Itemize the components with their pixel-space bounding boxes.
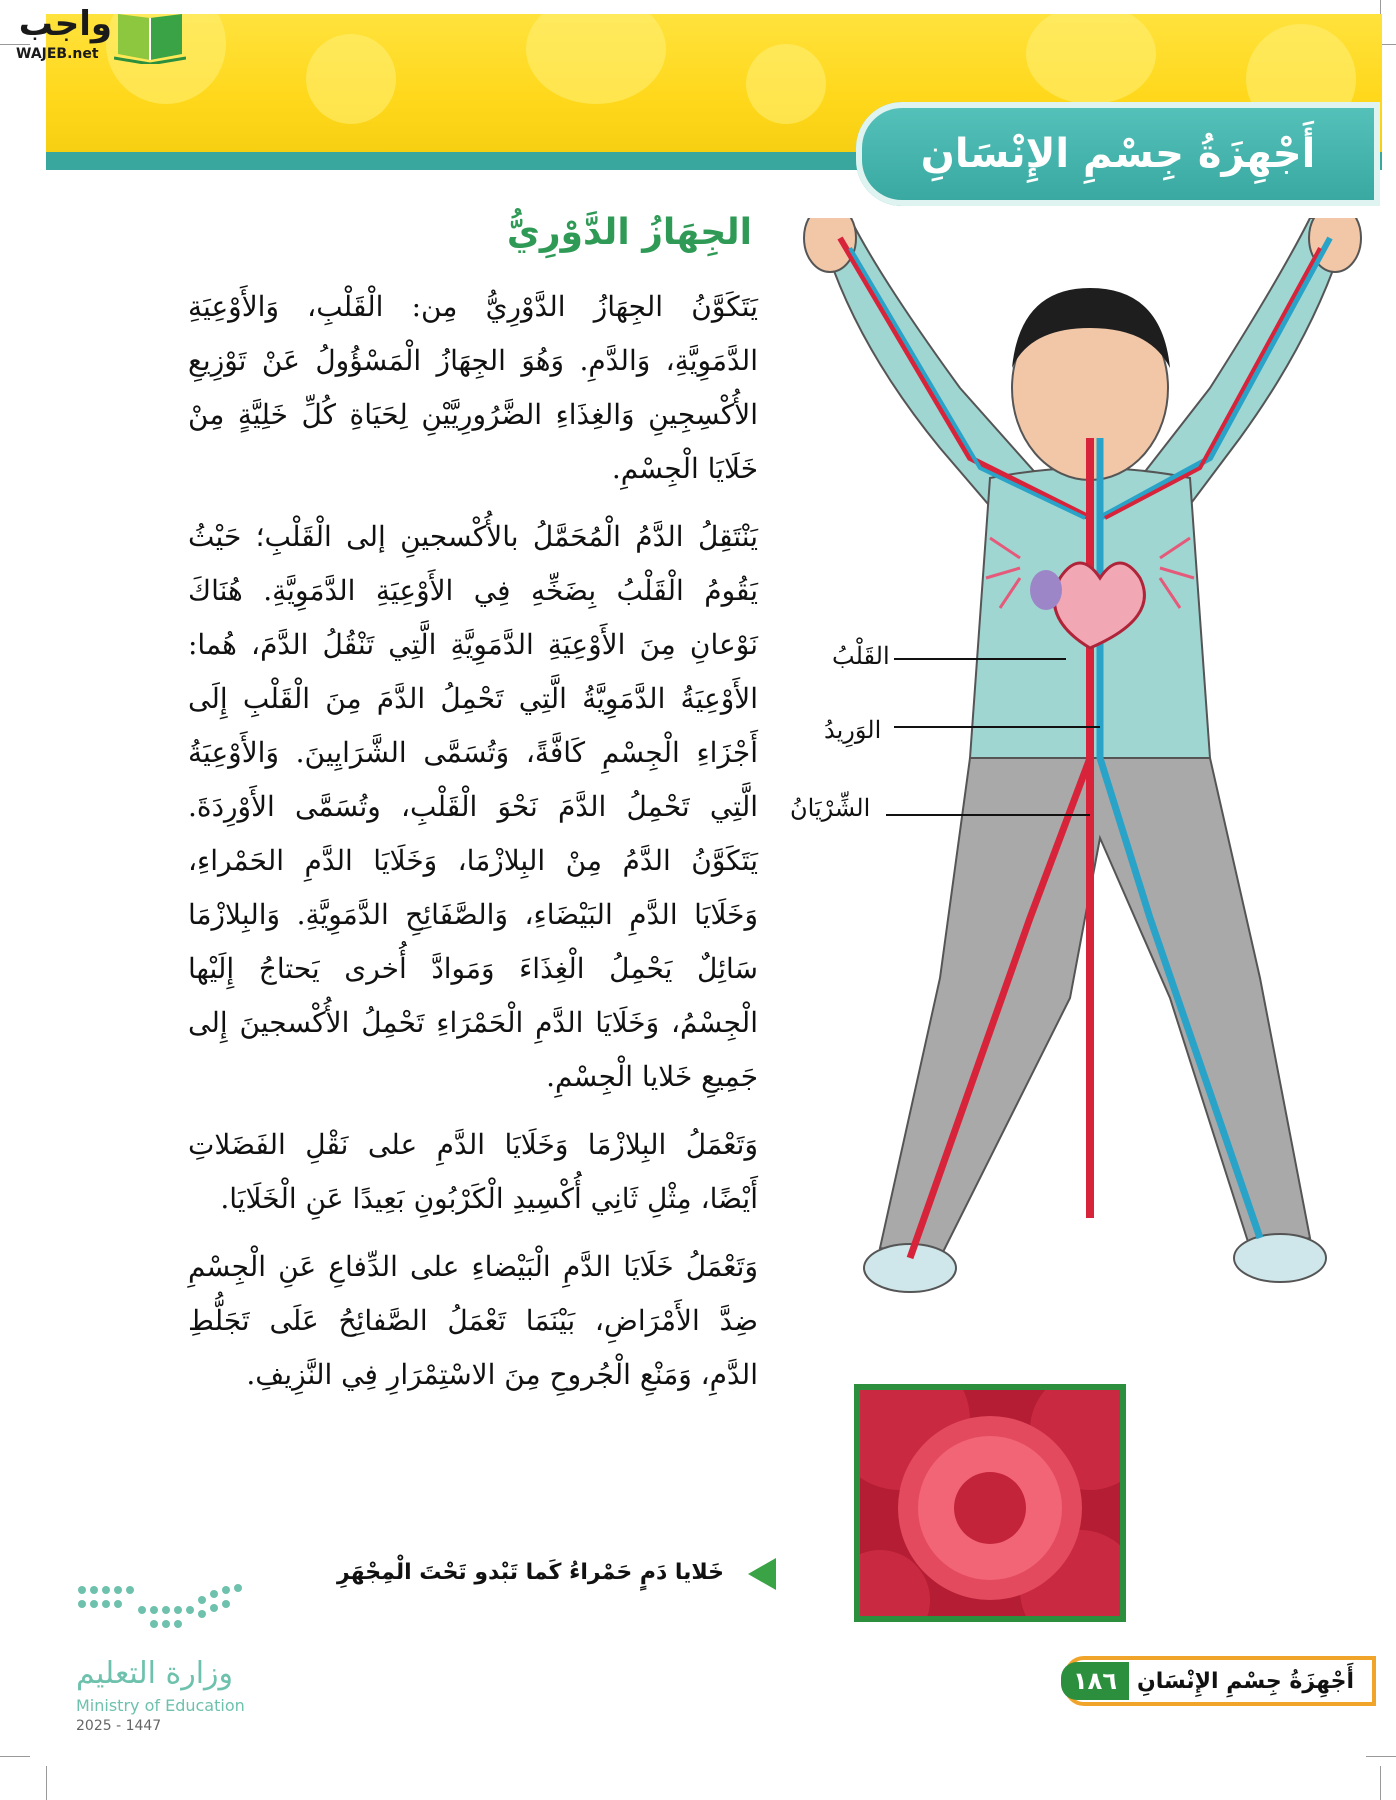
crop-mark-bottom-right-vert (1380, 1766, 1381, 1800)
chapter-title: أَجْهِزَةُ جِسْمِ الإِنْسَانِ (920, 131, 1316, 177)
label-vein: الوَرِيدُ (824, 716, 882, 744)
red-blood-cell-image (860, 1390, 1120, 1616)
chapter-title-tab (856, 102, 1380, 206)
crop-mark-bottom-left (0, 1756, 30, 1757)
label-artery: الشِّرْيَانُ (790, 794, 871, 822)
paragraph: يَتَكَوَّنُ الجِهَازُ الدَّوْرِيُّ مِن: الْقَلْبِ، وَالأَوْعِيَةِ الدَّمَوِيَّةِ، وَالدَّمِ. وَهُوَ الجِهَازُ الْمَسْؤُولُ عَنْ تَوْزِيعِ الأُكْسِجِينِ وَالغِذَاءِ الضَّرُورِيَّيْنِ لِحَيَاةِ كُلِّ خَلِيَّةٍ مِنْ خَلَايَا الْجِسْمِ. (188, 290, 758, 485)
body-text (188, 280, 758, 1416)
logo-site: WAJEB.net (16, 46, 99, 62)
circulatory-system-illustration (790, 218, 1370, 1390)
paragraph: وَتَعْمَلُ البِلازْمَا وَخَلَايَا الدَّمِ على نَقْلِ الفَضَلاتِ أَيْضًا، مِثْلِ ثَانِي أُكْسِيدِ الْكَرْبُونِ بَعِيدًا عَنِ الْخَلَايَا. (188, 1128, 758, 1215)
footer-page-box (1064, 1656, 1376, 1706)
red-blood-cells-photo (854, 1384, 1126, 1622)
paragraph: وَتَعْمَلُ خَلَايَا الدَّمِ الْبَيْضاءِ على الدِّفاعِ عَنِ الْجِسْمِ ضِدَّ الأَمْرَاضِ، بَيْنَمَا تَعْمَلُ الصَّفائِحُ عَلَى تَجَلُّطِ الدَّمِ، وَمَنْعِ الْجُروحِ مِنَ الاسْتِمْرَارِ فِي النَّزِيفِ. (188, 1250, 758, 1391)
body-figure (790, 218, 1370, 1390)
leader-artery (886, 814, 1090, 816)
label-heart: القَلْبُ (832, 642, 890, 670)
ministry-name-english: Ministry of Education (76, 1696, 245, 1715)
section-heading: الجِهَازُ الدَّوْرِيُّ (506, 212, 752, 253)
ministry-name-arabic: وزارة التعليم (76, 1656, 234, 1691)
paragraph: يَنْتَقِلُ الدَّمُ الْمُحَمَّلُ بالأُكْسجينِ إلى الْقَلْبِ؛ حَيْثُ يَقُومُ الْقَلْبُ بِضَخِّهِ فِي الأَوْعِيَةِ الدَّمَوِيَّةِ. هُنَاكَ نَوْعانِ مِنَ الأَوْعِيَةِ الدَّمَوِيَّةِ الَّتِي تَنْقُلُ الدَّمَ، هُما: الأَوْعِيَةُ الدَّمَوِيَّةُ الَّتِي تَحْمِلُ الدَّمَ مِنَ الْقَلْبِ إِلَى أَجْزَاءِ الْجِسْمِ كَافَّةً، وَتُسَمَّى الشَّرَايِينَ. وَالأَوْعِيَةُ الَّتِي تَحْمِلُ الدَّمَ نَحْوَ الْقَلْبِ، وتُسَمَّى الأَوْرِدَةَ. يَتَكَوَّنُ الدَّمُ مِنْ البِلازْمَا، وَخَلَايَا الدَّمِ الحَمْراءِ، وَخَلَايَا الدَّمِ البَيْضَاءِ، وَالصَّفَائِحِ الدَّمَوِيَّةِ. وَالبِلازْمَا سَائِلٌ يَحْمِلُ الْغِذَاءَ وَمَوادَّ أُخرى يَحتاجُ إِلَيْها الْجِسْمُ، وَخَلَايَا الدَّمِ الْحَمْرَاءِ تَحْمِلُ الأُكْسجينَ إِلى جَمِيعِ خَلايا الْجِسْمِ. (188, 520, 758, 1093)
book-icon (114, 8, 186, 64)
leader-heart (894, 658, 1066, 660)
crop-mark-bottom-left-vert (46, 1766, 47, 1800)
photo-caption: خَلايا دَمٍ حَمْراءُ كَما تَبْدو تَحْتَ الْمِجْهَرِ (337, 1560, 724, 1585)
crop-mark-bottom-right (1366, 1756, 1396, 1757)
wajeb-logo[interactable] (6, 4, 186, 66)
page-number: ١٨٦ (1061, 1662, 1129, 1700)
ministry-year: 2025 - 1447 (76, 1718, 162, 1734)
logo-wordmark: واجب (18, 4, 112, 44)
ministry-logo-dots (76, 1580, 246, 1640)
ministry-of-education-logo (76, 1580, 266, 1734)
footer-title: أَجْهِزَةُ جِسْمِ الإِنْسَانِ (1136, 1668, 1354, 1694)
caption-arrow-icon (748, 1558, 776, 1590)
leader-vein (894, 726, 1100, 728)
